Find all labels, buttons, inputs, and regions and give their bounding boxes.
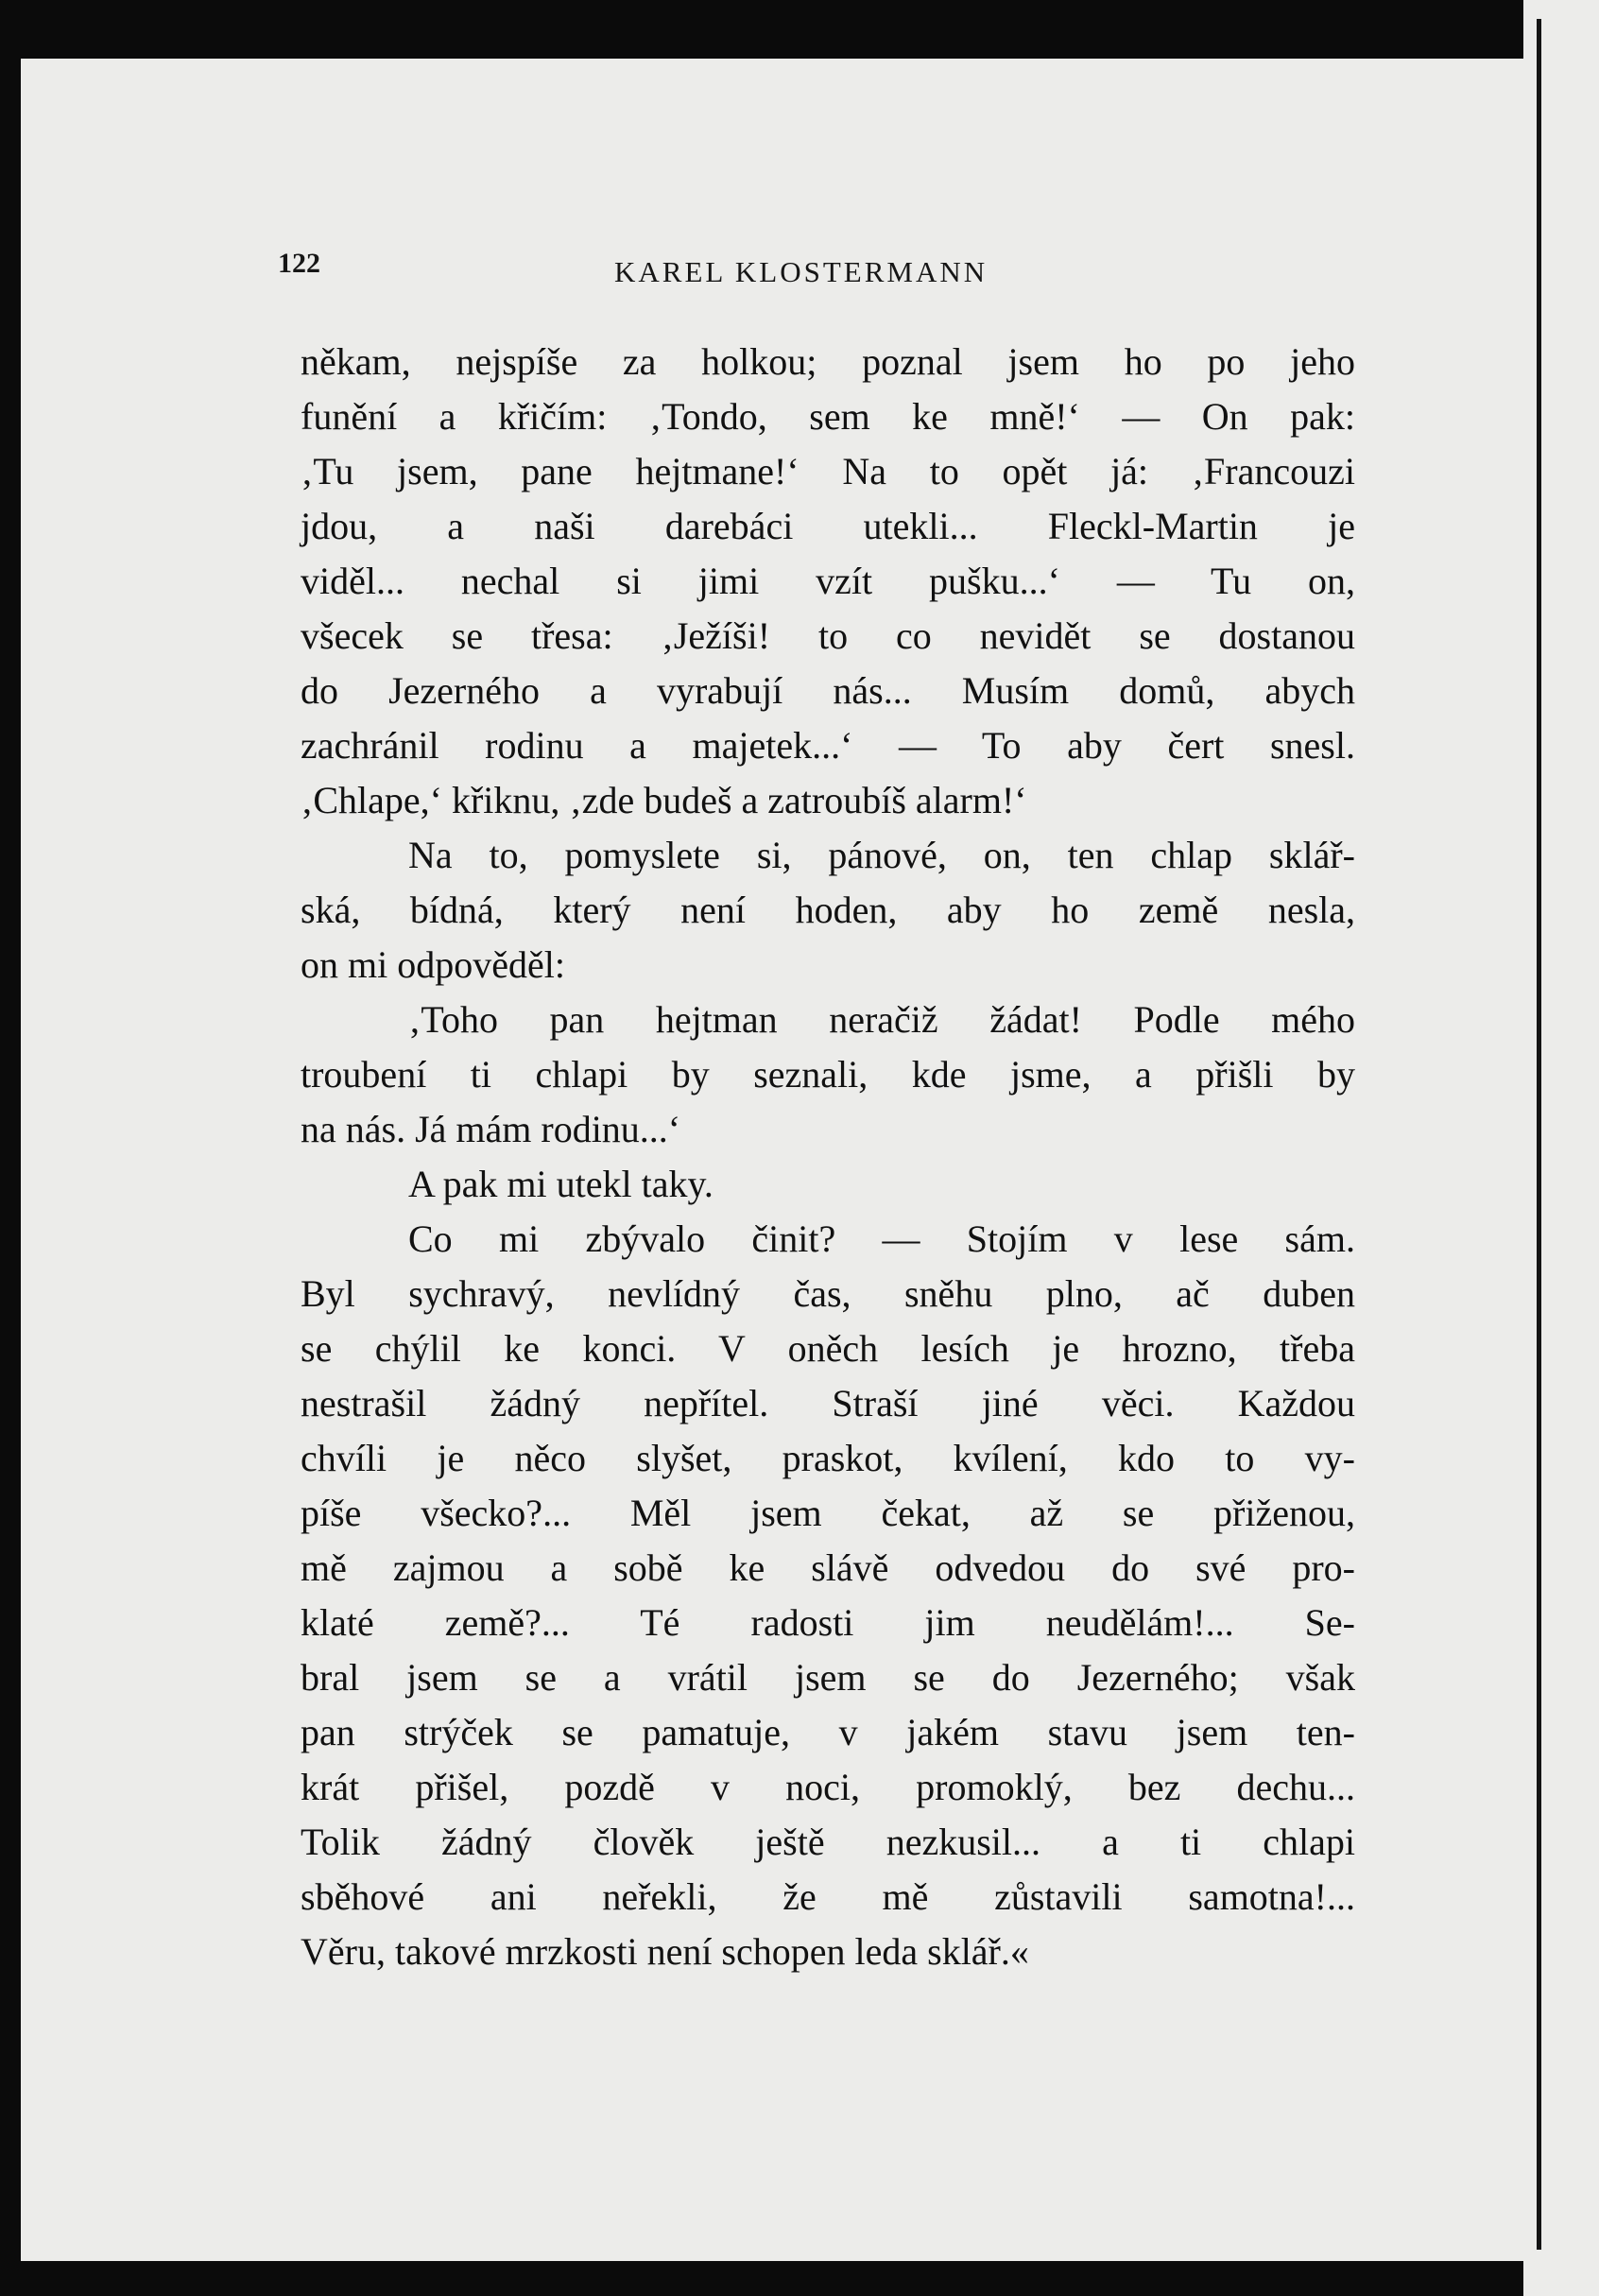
text-line: pan strýček se pamatuje, v jakém stavu jsem ten- [301, 1711, 1355, 1753]
text-line: všecek se třesa: ‚Ježíši! to co nevidět se dostanou [301, 614, 1355, 657]
running-head: KAREL KLOSTERMANN [614, 255, 989, 288]
text-line: na nás. Já mám rodinu...‘ [301, 1108, 681, 1150]
text-line: Co mi zbývalo činit? — Stojím v lese sám. [408, 1217, 1355, 1260]
page-header [278, 248, 1091, 304]
text-line: ‚Tu jsem, pane hejtmane!‘ Na to opět já: ‚Francouzi [301, 450, 1355, 492]
text-line: troubení ti chlapi by seznali, kde jsme, a přišli by [301, 1053, 1355, 1096]
text-line: Na to, pomyslete si, pánové, on, ten chlap sklář- [408, 834, 1355, 876]
page-edge-line [1537, 19, 1541, 2250]
text-line: do Jezerného a vyrabují nás... Musím domů, abych [301, 669, 1355, 712]
text-line: klaté země?... Té radosti jim neudělám!... Se- [301, 1601, 1355, 1644]
text-line: někam, nejspíše za holkou; poznal jsem ho po jeho [301, 340, 1355, 383]
text-line: A pak mi utekl taky. [408, 1163, 714, 1205]
text-line: nestrašil žádný nepřítel. Straší jiné věci. Každou [301, 1382, 1355, 1424]
text-line: jdou, a naši darebáci utekli... Fleckl-Martin je [301, 505, 1355, 547]
text-line: bral jsem se a vrátil jsem se do Jezerného; však [301, 1656, 1355, 1699]
text-line: se chýlil ke konci. V oněch lesích je hrozno, třeba [301, 1327, 1355, 1370]
body-text [301, 335, 1355, 1979]
text-line: krát přišel, pozdě v noci, promoklý, bez dechu... [301, 1766, 1355, 1808]
text-line: Věru, takové mrzkosti není schopen leda sklář.« [301, 1930, 1029, 1973]
text-line: ‚Toho pan hejtman neračiž žádat! Podle mého [408, 998, 1355, 1041]
text-line: Byl sychravý, nevlídný čas, sněhu plno, ač duben [301, 1272, 1355, 1315]
adjacent-page-edge [1523, 0, 1599, 2296]
text-line: viděl... nechal si jimi vzít pušku...‘ — Tu on, [301, 560, 1355, 602]
text-line: mě zajmou a sobě ke slávě odvedou do své pro- [301, 1546, 1355, 1589]
text-line: zachránil rodinu a majetek...‘ — To aby čert snesl. [301, 724, 1355, 767]
text-line: funění a křičím: ‚Tondo, sem ke mně!‘ — On pak: [301, 395, 1355, 438]
page-number: 122 [278, 248, 320, 279]
text-line: sběhové ani neřekli, že mě zůstavili samotna!... [301, 1875, 1355, 1918]
text-line: chvíli je něco slyšet, praskot, kvílení, kdo to vy- [301, 1437, 1355, 1479]
text-line: ská, bídná, který není hoden, aby ho země nesla, [301, 889, 1355, 931]
text-line: on mi odpověděl: [301, 943, 565, 986]
text-line: píše všecko?... Měl jsem čekat, až se přiženou, [301, 1492, 1355, 1534]
text-line: Tolik žádný člověk ještě nezkusil... a ti chlapi [301, 1821, 1355, 1863]
text-line: ‚Chlape,‘ křiknu, ‚zde budeš a zatroubíš alarm!‘ [301, 779, 1027, 821]
